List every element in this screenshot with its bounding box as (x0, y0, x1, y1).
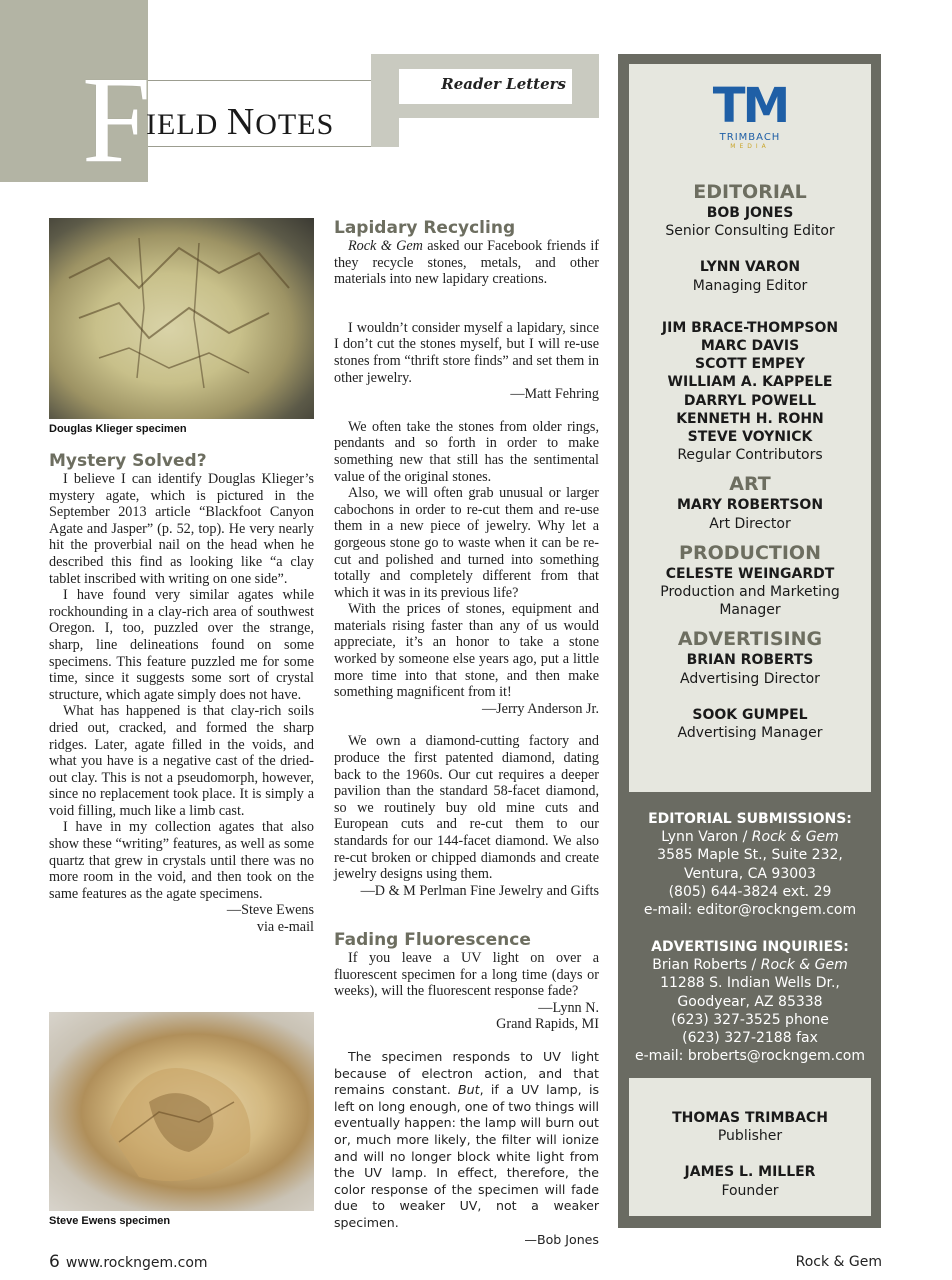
photo-caption-klieger: Douglas Klieger specimen (49, 423, 187, 435)
advertising-email[interactable]: e-mail: broberts@rockngem.com (635, 1048, 865, 1065)
section-tab-accent (371, 104, 399, 147)
lapidary-letter-1: I wouldn’t consider myself a lapidary, since I don’t cut the stones myself, but I will re-use stones from “thrift store finds” and set them in other jewelry. (334, 319, 599, 386)
trimbach-media-logo: TM TRIMBACH MEDIA (712, 78, 788, 150)
fading-heading: Fading Fluorescence (334, 930, 531, 950)
photo-caption-ewens: Steve Ewens specimen (49, 1215, 171, 1227)
mystery-signature: —Steve Ewens (226, 902, 314, 919)
editorial-email[interactable]: e-mail: editor@rockngem.com (643, 902, 857, 919)
page-number: 6 (49, 1252, 60, 1272)
mystery-p3: What has happened is that clay-rich soils dried out, cracked, and formed the sharp ridges. Later, agate filled in the voids, and what you have is a negative cast of the dried-out clay. This is not a pseudomorph, however, since no replacement took place. It is simply a void filling, much like a limb cast. (49, 703, 314, 819)
agate-texture-2 (49, 1012, 314, 1211)
header-rule-bottom (148, 146, 398, 147)
lapidary-sig-3: —D & M Perlman Fine Jewelry and Gifts (360, 882, 599, 899)
advertising-inquiries: ADVERTISING INQUIRIES: Brian Roberts / Rock & Gem 11288 S. Indian Wells Dr., Goodyear, AZ 85338 (623) 327-3525 phone (623) 327-2188 fax e-mail: broberts@rockngem.com (629, 938, 871, 1065)
lapidary-letter-2a: We often take the stones from older rings, pendants and so forth in order to make something new that still has the sentimental value of the original stones. (334, 418, 599, 485)
lapidary-sig-2: —Jerry Anderson Jr. (481, 700, 599, 717)
fading-answer-sig: —Bob Jones (524, 1231, 599, 1247)
mystery-p1: I believe I can identify Douglas Klieger’s mystery agate, which is pictured in the September 2013 article “Blackfoot Canyon Agate and Jasper” (p. 52, top). He very nearly hit the proverbial nail on the head when he described this find as looking like “a clay tablet inscribed with writing on one side”. (49, 471, 314, 587)
mystery-heading: Mystery Solved? (49, 451, 207, 471)
section-label: Reader Letters (441, 75, 566, 93)
art-heading: ART (729, 473, 771, 496)
lapidary-letter-3: We own a diamond-cutting factory and produce the first patented diamond, dating back to the 1960s. Our cut requires a deeper pavilion than the standard 58-facet diamond, so we routinely buy old mine cuts and European cuts and re-cut them to our standards for our 144-facet diamond. We also re-cut broken or chipped diamonds and create jewelry designs using them. (334, 733, 599, 883)
fading-question-location: Grand Rapids, MI (496, 1016, 599, 1033)
page-title: IELD NOTES (146, 101, 335, 143)
advertising-heading: ADVERTISING (677, 628, 823, 651)
mystery-p2: I have found very similar agates while rockhounding in a clay-rich area of southwest Oregon. I, too, puzzled over the strange, sharp, line delineations found on some specimens. This feature puzzled me for some time, since it suggests some sort of crystal structure, which agate simply does not have. (49, 587, 314, 703)
title-initial: F (82, 51, 151, 188)
footer-left (49, 1252, 208, 1272)
editorial-heading: EDITORIAL (693, 181, 807, 203)
lapidary-recycling-article (334, 218, 599, 899)
agate-texture (49, 218, 314, 419)
editorial-submissions: EDITORIAL SUBMISSIONS: Lynn Varon / Rock & Gem 3585 Maple St., Suite 232, Ventura, CA 93003 (805) 644-3824 ext. 29 e-mail: editor@rockngem.com (629, 810, 871, 919)
ewens-specimen-photo (49, 1012, 314, 1211)
mystery-solved-article (49, 451, 314, 936)
header-rule-top (148, 80, 398, 81)
lapidary-sig-1: —Matt Fehring (510, 386, 599, 403)
publisher-info: THOMAS TRIMBACH Publisher JAMES L. MILLER Founder (672, 1110, 828, 1199)
lapidary-letter-2b: Also, we will often grab unusual or larger cabochons in order to re-cut them and re-use them in a new piece of jewelry. Why let a gorgeous stone go to waste when it can be re-cut and polished and turned into something totally and completely different from that which it was in its previous life? (334, 485, 599, 601)
mystery-p4: I have in my collection agates that also show these “writing” features, as well as some quartz that grew in crystals until there was no more room in the void, and then took on the same features as the agate specimens. (49, 819, 314, 902)
lapidary-letter-2c: With the prices of stones, equipment and materials rising faster than any of us would appreciate, it’s an honor to take a stone worked by someone else years ago, put a little more time into that stone, and then make something magnificent from it! (334, 601, 599, 701)
mystery-signature-via: via e-mail (256, 919, 314, 936)
fading-fluorescence-article (334, 930, 599, 1248)
footer-magazine-name: Rock & Gem (795, 1254, 882, 1270)
masthead-staff: EDITORIAL BOB JONES Senior Consulting Editor LYNN VARON Managing Editor JIM BRACE-THOMPSON MARC DAVIS SCOTT EMPEY WILLIAM A. KAPPELE DARRYL POWELL KENNETH H. ROHN STEVE VOYNICK Regular Contributors ART MARY ROBERTSON Art Director PRODUCTION CELESTE WEINGARDT Production and Marketing Manager ADVERTISING BRIAN ROBERTS Advertising Director SOOK GUMPEL Advertising Manager (629, 180, 871, 742)
fading-question: If you leave a UV light on over a fluorescent specimen for a long time (days or weeks), will the fluorescent response fade? (334, 950, 599, 1000)
footer-url[interactable]: www.rockngem.com (65, 1255, 208, 1271)
lapidary-heading: Lapidary Recycling (334, 218, 516, 238)
fading-question-sig: —Lynn N. (538, 999, 599, 1016)
fading-answer: The specimen responds to UV light because of electron action, and that remains constant. But, if a UV lamp, is left on long enough, one of two things will eventually happen: the lamp will burn out or, much more likely, the filter will ionize and will no longer block white light from the UV lamp. In effect, therefore, the color response of the specimen will fade due to weaker UV, not a weaker specimen. (334, 1048, 600, 1230)
production-heading: PRODUCTION (679, 541, 821, 564)
klieger-specimen-photo (49, 218, 314, 419)
lapidary-intro: Rock & Gem asked our Facebook friends if they recycle stones, metals, and other materials into new lapidary creations. (334, 238, 599, 288)
